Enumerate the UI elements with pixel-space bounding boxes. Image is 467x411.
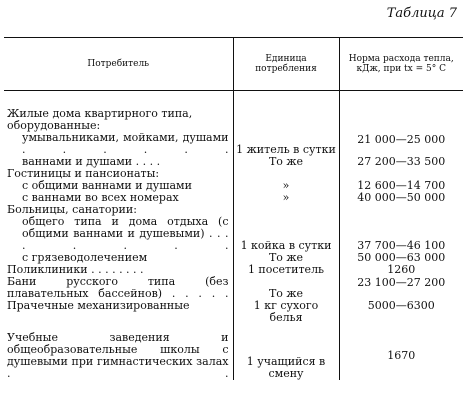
- row-norm: 1670: [339, 332, 463, 380]
- row-label: Больницы, санатории:: [7, 203, 137, 216]
- table-row: [4, 300, 463, 324]
- row-label: Бани русского типа (без плавательных бассейнов) . . . . .: [7, 275, 229, 300]
- table-row: [4, 216, 463, 252]
- row-label: с грязеводолечением: [22, 251, 148, 264]
- row-norm: 1260: [339, 264, 463, 276]
- row-unit: То же: [233, 156, 339, 168]
- table-row: [4, 132, 463, 156]
- row-label: Прачечные механизированные: [7, 299, 190, 312]
- row-norm: 5000—6300: [339, 300, 463, 324]
- row-norm: 27 200—33 500: [339, 156, 463, 168]
- row-label: общего типа и дома отдыха (с общими ваннами и душевыми) . . . . . . . .: [22, 215, 229, 252]
- table-spacer-row: [4, 91, 463, 109]
- row-norm: 12 600—14 700: [339, 180, 463, 192]
- heat-consumption-table: [4, 37, 463, 380]
- row-unit: 1 посетитель: [233, 264, 339, 276]
- table-row: [4, 108, 463, 132]
- row-norm: 37 700—46 100: [339, 216, 463, 252]
- row-label: Жилые дома квартирного типа, оборудованные:: [7, 107, 193, 132]
- row-label: Поликлиники . . . . . . . .: [7, 263, 144, 276]
- table-row: [4, 276, 463, 300]
- header-consumer: Потребитель: [4, 38, 233, 91]
- row-norm: 21 000—25 000: [339, 132, 463, 156]
- table-header-row: [4, 38, 463, 91]
- row-unit: 1 койка в сутки: [233, 216, 339, 252]
- row-unit: То же: [233, 276, 339, 300]
- row-unit: 1 учащийся в смену: [233, 332, 339, 380]
- row-label: Учебные заведения и общеобразовательные школы с душевыми при гимнастических залах . .: [7, 331, 229, 380]
- header-unit: Единица потребления: [233, 38, 339, 91]
- table-row: [4, 332, 463, 380]
- row-label: умывальниками, мойками, душами . . . . . .: [22, 131, 229, 156]
- row-label: с ваннами во всех номерах: [22, 191, 179, 204]
- row-norm: 50 000—63 000: [339, 252, 463, 264]
- row-label: ваннами и душами . . . .: [22, 155, 161, 168]
- row-label: с общими ваннами и душами: [22, 179, 192, 192]
- table-caption: Таблица 7: [386, 6, 457, 21]
- row-unit: »: [233, 192, 339, 204]
- row-norm: 40 000—50 000: [339, 192, 463, 204]
- row-unit: То же: [233, 252, 339, 264]
- row-unit: 1 житель в сутки: [233, 132, 339, 156]
- row-label: Гостиницы и пансионаты:: [7, 167, 160, 180]
- row-unit: 1 кг сухого белья: [233, 300, 339, 324]
- row-unit: »: [233, 180, 339, 192]
- header-norm: Норма расхода тепла, кДж, при tx = 5° C: [339, 38, 463, 91]
- row-norm: 23 100—27 200: [339, 276, 463, 300]
